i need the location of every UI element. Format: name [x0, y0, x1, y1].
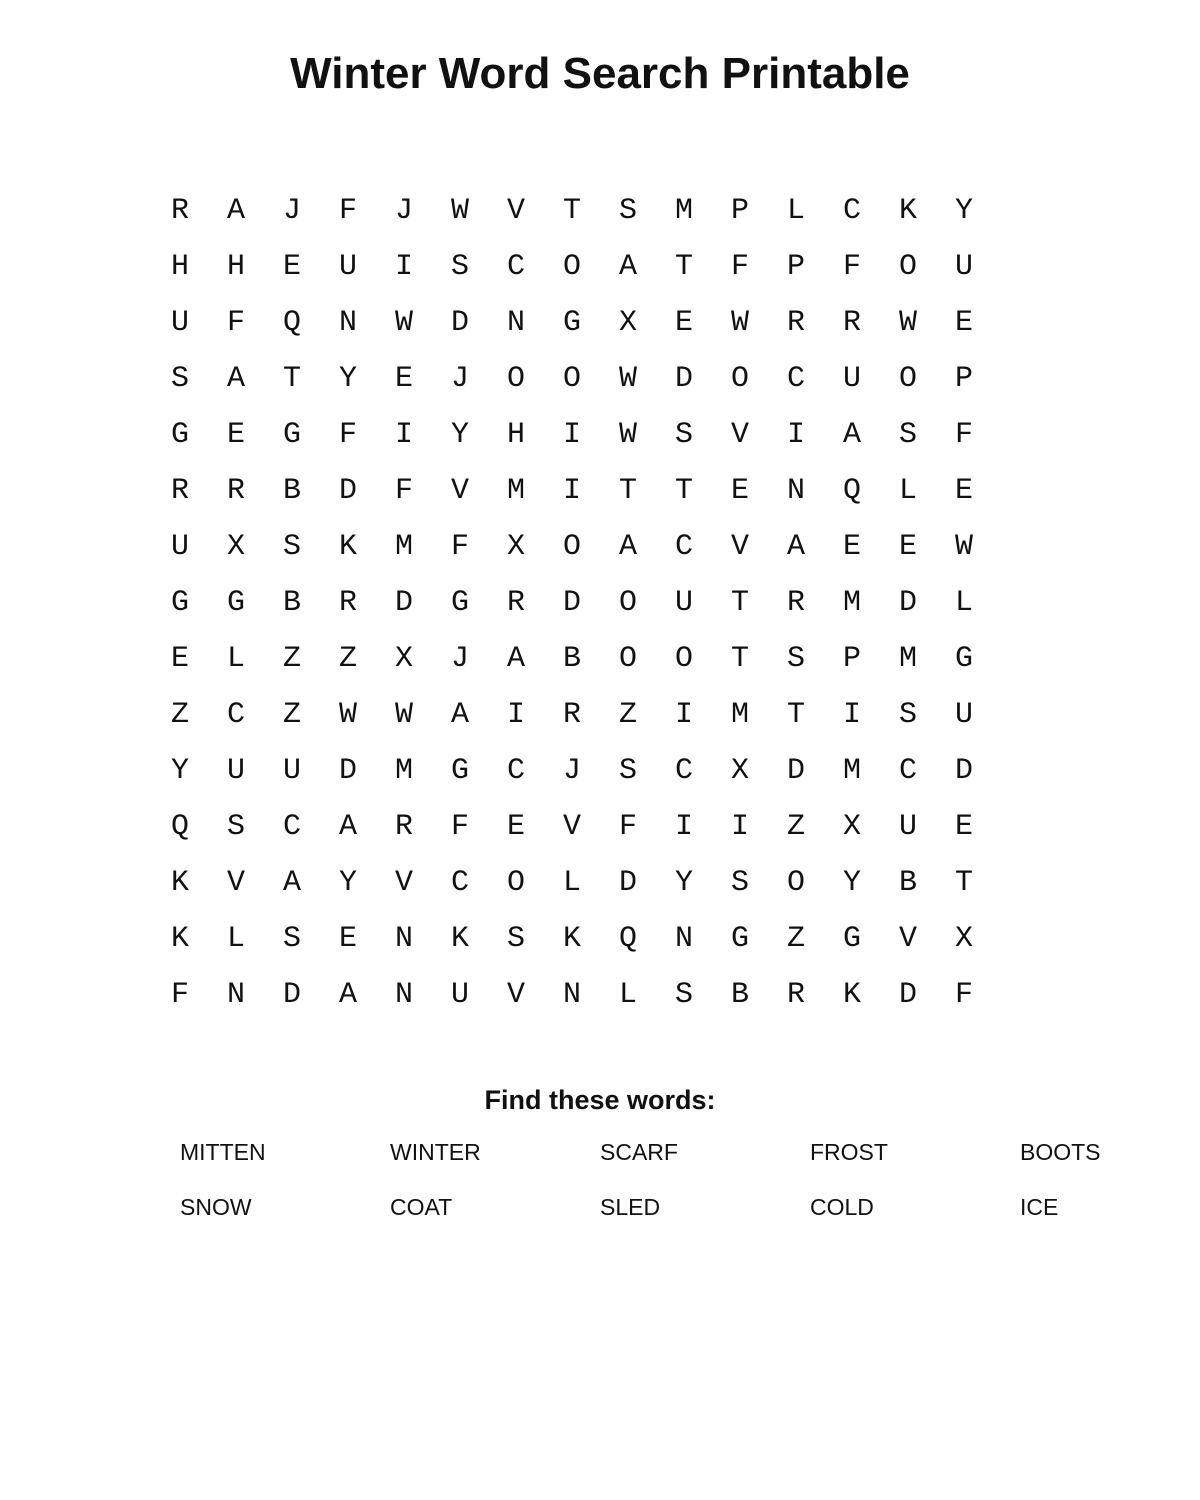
- grid-letter: E: [170, 642, 189, 676]
- grid-letter: L: [898, 474, 917, 508]
- grid-letter: Z: [282, 698, 301, 732]
- grid-letter: E: [730, 474, 749, 508]
- grid-letter: Q: [618, 922, 637, 956]
- grid-letter: U: [842, 362, 861, 396]
- grid-letter: O: [898, 250, 917, 284]
- grid-letter: C: [282, 810, 301, 844]
- grid-letter: Z: [282, 642, 301, 676]
- grid-letter: E: [954, 474, 973, 508]
- grid-letter: R: [338, 586, 357, 620]
- grid-letter: K: [170, 922, 189, 956]
- grid-letter: M: [730, 698, 749, 732]
- grid-letter: O: [562, 362, 581, 396]
- grid-letter: A: [338, 810, 357, 844]
- grid-letter: N: [394, 978, 413, 1012]
- grid-letter: G: [450, 754, 469, 788]
- grid-letter: B: [282, 586, 301, 620]
- grid-letter: Z: [170, 698, 189, 732]
- grid-letter: I: [842, 698, 861, 732]
- grid-letter: A: [226, 362, 245, 396]
- grid-letter: L: [618, 978, 637, 1012]
- grid-letter: O: [730, 362, 749, 396]
- grid-letter: X: [730, 754, 749, 788]
- grid-letter: U: [170, 306, 189, 340]
- grid-letter: T: [618, 474, 637, 508]
- grid-letter: V: [562, 810, 581, 844]
- grid-letter: I: [730, 810, 749, 844]
- grid-letter: S: [618, 194, 637, 228]
- grid-letter: H: [506, 418, 525, 452]
- grid-letter: S: [282, 530, 301, 564]
- grid-letter: C: [674, 754, 693, 788]
- grid-letter: L: [786, 194, 805, 228]
- grid-letter: Z: [786, 810, 805, 844]
- grid-letter: U: [338, 250, 357, 284]
- grid-letter: S: [730, 866, 749, 900]
- grid-letter: G: [730, 922, 749, 956]
- grid-letter: Y: [842, 866, 861, 900]
- grid-letter: M: [506, 474, 525, 508]
- grid-letter: G: [562, 306, 581, 340]
- grid-letter: D: [954, 754, 973, 788]
- grid-letter: T: [282, 362, 301, 396]
- grid-letter: X: [618, 306, 637, 340]
- grid-letter: Q: [170, 810, 189, 844]
- grid-letter: K: [338, 530, 357, 564]
- grid-letter: M: [842, 754, 861, 788]
- grid-letter: U: [898, 810, 917, 844]
- grid-letter: K: [898, 194, 917, 228]
- word-list-item: SCARF: [600, 1139, 678, 1165]
- grid-letter: F: [618, 810, 637, 844]
- grid-letter: A: [842, 418, 861, 452]
- grid-letter: C: [506, 754, 525, 788]
- grid-letter: B: [562, 642, 581, 676]
- grid-letter: G: [450, 586, 469, 620]
- grid-letter: D: [618, 866, 637, 900]
- grid-letter: G: [170, 586, 189, 620]
- grid-letter: N: [786, 474, 805, 508]
- grid-letter: O: [562, 250, 581, 284]
- grid-letter: Q: [282, 306, 301, 340]
- grid-letter: O: [786, 866, 805, 900]
- grid-letter: K: [170, 866, 189, 900]
- grid-letter: U: [282, 754, 301, 788]
- grid-letter: M: [394, 754, 413, 788]
- grid-letter: Z: [786, 922, 805, 956]
- grid-letter: R: [786, 306, 805, 340]
- grid-letter: I: [562, 418, 581, 452]
- grid-letter: W: [898, 306, 917, 340]
- grid-letter: T: [954, 866, 973, 900]
- word-list-item: MITTEN: [180, 1139, 266, 1165]
- grid-letter: M: [898, 642, 917, 676]
- grid-letter: F: [226, 306, 245, 340]
- word-list: [180, 1126, 1200, 1236]
- grid-letter: A: [226, 194, 245, 228]
- grid-letter: V: [506, 978, 525, 1012]
- grid-letter: A: [282, 866, 301, 900]
- page-title: Winter Word Search Printable: [290, 49, 910, 98]
- grid-letter: E: [898, 530, 917, 564]
- grid-letter: H: [226, 250, 245, 284]
- word-list-item: ICE: [1020, 1194, 1059, 1220]
- grid-letter: P: [786, 250, 805, 284]
- grid-letter: M: [842, 586, 861, 620]
- grid-letter: F: [170, 978, 189, 1012]
- grid-letter: T: [674, 250, 693, 284]
- grid-letter: E: [282, 250, 301, 284]
- grid-letter: D: [562, 586, 581, 620]
- grid-letter: G: [226, 586, 245, 620]
- grid-letter: O: [618, 586, 637, 620]
- grid-letter: D: [282, 978, 301, 1012]
- grid-letter: I: [394, 250, 413, 284]
- grid-letter: U: [170, 530, 189, 564]
- grid-letter: O: [618, 642, 637, 676]
- grid-letter: E: [338, 922, 357, 956]
- grid-letter: I: [674, 810, 693, 844]
- grid-letter: C: [506, 250, 525, 284]
- grid-letter: D: [786, 754, 805, 788]
- grid-letter: P: [842, 642, 861, 676]
- word-list-item: SLED: [600, 1194, 661, 1220]
- grid-letter: S: [450, 250, 469, 284]
- word-list-item: FROST: [810, 1139, 888, 1165]
- grid-letter: V: [898, 922, 917, 956]
- grid-letter: C: [786, 362, 805, 396]
- grid-letter: T: [730, 586, 749, 620]
- grid-letter: U: [954, 698, 973, 732]
- grid-letter: J: [282, 194, 301, 228]
- grid-letter: A: [618, 530, 637, 564]
- grid-letter: I: [674, 698, 693, 732]
- grid-letter: J: [450, 642, 469, 676]
- grid-letter: N: [506, 306, 525, 340]
- grid-letter: D: [674, 362, 693, 396]
- grid-letter: B: [898, 866, 917, 900]
- grid-letter: L: [226, 922, 245, 956]
- grid-letter: W: [618, 362, 637, 396]
- grid-letter: U: [450, 978, 469, 1012]
- grid-letter: F: [954, 418, 973, 452]
- grid-letter: K: [842, 978, 861, 1012]
- grid-letter: Z: [338, 642, 357, 676]
- grid-letter: F: [450, 530, 469, 564]
- grid-letter: D: [338, 474, 357, 508]
- grid-letter: K: [450, 922, 469, 956]
- grid-letter: Z: [618, 698, 637, 732]
- grid-letter: C: [450, 866, 469, 900]
- grid-letter: S: [506, 922, 525, 956]
- grid-letter: C: [674, 530, 693, 564]
- grid-letter: K: [562, 922, 581, 956]
- grid-letter: R: [506, 586, 525, 620]
- grid-letter: E: [954, 810, 973, 844]
- grid-letter: R: [786, 978, 805, 1012]
- grid-letter: E: [954, 306, 973, 340]
- grid-letter: A: [506, 642, 525, 676]
- grid-letter: X: [506, 530, 525, 564]
- grid-letter: T: [674, 474, 693, 508]
- grid-letter: V: [506, 194, 525, 228]
- grid-letter: G: [842, 922, 861, 956]
- grid-letter: R: [170, 474, 189, 508]
- grid-letter: N: [394, 922, 413, 956]
- word-list-item: WINTER: [390, 1139, 481, 1165]
- grid-letter: E: [506, 810, 525, 844]
- grid-letter: R: [394, 810, 413, 844]
- grid-letter: V: [450, 474, 469, 508]
- grid-letter: S: [282, 922, 301, 956]
- word-list-heading: Find these words:: [484, 1085, 716, 1115]
- grid-letter: Y: [338, 362, 357, 396]
- grid-letter: O: [898, 362, 917, 396]
- grid-letter: J: [450, 362, 469, 396]
- grid-letter: C: [898, 754, 917, 788]
- grid-letter: I: [394, 418, 413, 452]
- grid-letter: F: [842, 250, 861, 284]
- grid-letter: V: [730, 530, 749, 564]
- grid-letter: S: [786, 642, 805, 676]
- letter-grid: [152, 183, 992, 1023]
- word-list-item: COLD: [810, 1194, 874, 1220]
- grid-letter: O: [674, 642, 693, 676]
- grid-letter: P: [954, 362, 973, 396]
- grid-letter: E: [394, 362, 413, 396]
- grid-letter: F: [338, 418, 357, 452]
- grid-letter: J: [562, 754, 581, 788]
- grid-letter: R: [842, 306, 861, 340]
- grid-letter: E: [842, 530, 861, 564]
- grid-letter: R: [786, 586, 805, 620]
- grid-letter: U: [954, 250, 973, 284]
- grid-letter: F: [338, 194, 357, 228]
- grid-letter: S: [170, 362, 189, 396]
- grid-letter: W: [954, 530, 973, 564]
- grid-letter: G: [170, 418, 189, 452]
- grid-letter: P: [730, 194, 749, 228]
- grid-letter: C: [226, 698, 245, 732]
- grid-letter: I: [506, 698, 525, 732]
- grid-letter: Y: [954, 194, 973, 228]
- grid-letter: T: [730, 642, 749, 676]
- grid-letter: V: [226, 866, 245, 900]
- grid-letter: F: [450, 810, 469, 844]
- grid-letter: G: [282, 418, 301, 452]
- grid-letter: S: [674, 978, 693, 1012]
- grid-letter: X: [394, 642, 413, 676]
- grid-letter: G: [954, 642, 973, 676]
- grid-letter: D: [898, 978, 917, 1012]
- grid-letter: N: [674, 922, 693, 956]
- grid-letter: W: [338, 698, 357, 732]
- grid-letter: A: [618, 250, 637, 284]
- grid-letter: O: [562, 530, 581, 564]
- grid-letter: I: [562, 474, 581, 508]
- grid-letter: N: [562, 978, 581, 1012]
- grid-letter: H: [170, 250, 189, 284]
- word-list-item: BOOTS: [1020, 1139, 1101, 1165]
- grid-letter: B: [730, 978, 749, 1012]
- grid-letter: R: [226, 474, 245, 508]
- grid-letter: F: [394, 474, 413, 508]
- grid-letter: L: [562, 866, 581, 900]
- grid-letter: F: [730, 250, 749, 284]
- grid-letter: I: [786, 418, 805, 452]
- grid-letter: Y: [450, 418, 469, 452]
- grid-letter: W: [394, 698, 413, 732]
- grid-letter: C: [842, 194, 861, 228]
- grid-letter: E: [674, 306, 693, 340]
- grid-letter: D: [450, 306, 469, 340]
- grid-letter: M: [394, 530, 413, 564]
- grid-letter: T: [786, 698, 805, 732]
- grid-letter: W: [394, 306, 413, 340]
- grid-letter: Y: [338, 866, 357, 900]
- grid-letter: X: [954, 922, 973, 956]
- grid-letter: V: [394, 866, 413, 900]
- grid-letter: A: [450, 698, 469, 732]
- grid-letter: N: [338, 306, 357, 340]
- grid-letter: X: [226, 530, 245, 564]
- grid-letter: T: [562, 194, 581, 228]
- grid-letter: O: [506, 362, 525, 396]
- grid-letter: X: [842, 810, 861, 844]
- grid-letter: Q: [842, 474, 861, 508]
- grid-letter: E: [226, 418, 245, 452]
- grid-letter: D: [898, 586, 917, 620]
- word-list-item: SNOW: [180, 1194, 252, 1220]
- grid-letter: W: [618, 418, 637, 452]
- grid-letter: M: [674, 194, 693, 228]
- grid-letter: Y: [674, 866, 693, 900]
- grid-letter: O: [506, 866, 525, 900]
- grid-letter: D: [338, 754, 357, 788]
- grid-letter: W: [730, 306, 749, 340]
- grid-letter: S: [226, 810, 245, 844]
- grid-letter: S: [618, 754, 637, 788]
- grid-letter: R: [170, 194, 189, 228]
- grid-letter: A: [786, 530, 805, 564]
- grid-letter: S: [898, 418, 917, 452]
- grid-letter: J: [394, 194, 413, 228]
- grid-letter: A: [338, 978, 357, 1012]
- grid-letter: D: [394, 586, 413, 620]
- grid-letter: S: [674, 418, 693, 452]
- grid-letter: S: [898, 698, 917, 732]
- grid-letter: L: [954, 586, 973, 620]
- grid-letter: R: [562, 698, 581, 732]
- grid-letter: L: [226, 642, 245, 676]
- grid-letter: N: [226, 978, 245, 1012]
- grid-letter: V: [730, 418, 749, 452]
- grid-letter: U: [226, 754, 245, 788]
- grid-letter: F: [954, 978, 973, 1012]
- grid-letter: B: [282, 474, 301, 508]
- grid-letter: U: [674, 586, 693, 620]
- word-list-item: COAT: [390, 1194, 453, 1220]
- grid-letter: Y: [170, 754, 189, 788]
- grid-letter: W: [450, 194, 469, 228]
